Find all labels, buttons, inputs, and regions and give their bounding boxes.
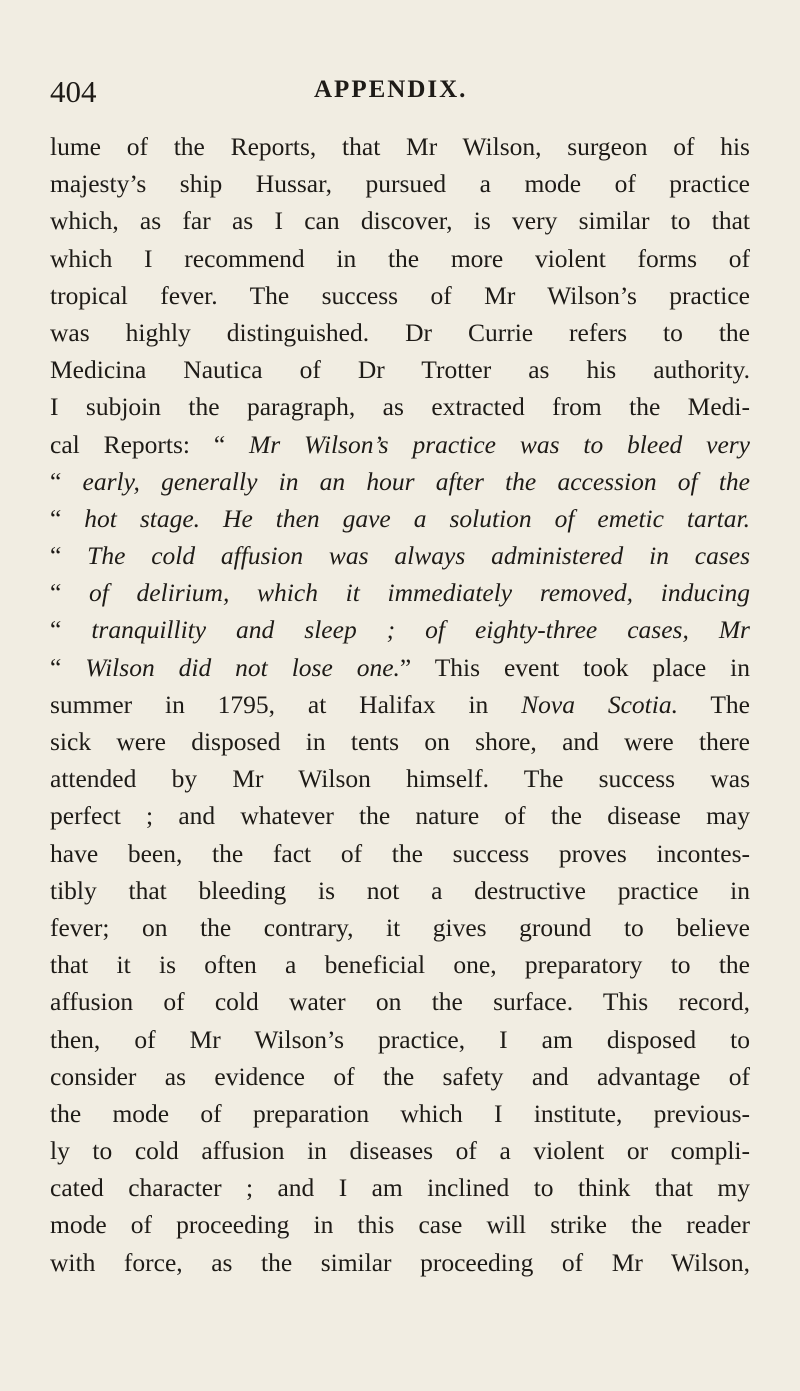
text-segment: “: [50, 652, 86, 682]
text-segment: majesty’s ship Hussar, pursued a mode of practice: [50, 169, 750, 199]
text-segment: fever; on the contrary, it gives ground to believe: [50, 912, 750, 942]
text-line: [50, 909, 750, 946]
text-line: [50, 686, 750, 723]
text-segment: tranquillity and sleep ; of eighty-three cases, Mr: [91, 615, 750, 645]
text-segment: ly to cold affusion in diseases of a violent or compli-: [50, 1136, 750, 1166]
text-line: [50, 426, 750, 463]
text-segment: which I recommend in the more violent forms of: [50, 243, 750, 273]
running-head-title: APPENDIX.: [314, 76, 468, 103]
page-number: 404: [50, 74, 97, 109]
text-line: [50, 1021, 750, 1058]
text-line: [50, 1132, 750, 1169]
text-segment: ” This event took place in: [399, 652, 750, 682]
text-segment: “: [50, 503, 85, 533]
text-segment: lume of the Reports, that Mr Wilson, surgeon of his: [50, 132, 750, 161]
text-line: [50, 1169, 750, 1206]
text-line: [50, 1244, 750, 1281]
text-line: [50, 351, 750, 388]
text-line: [50, 946, 750, 983]
text-segment: was highly distinguished. Dr Currie refers to the: [50, 317, 750, 347]
running-head: [50, 74, 660, 114]
text-segment: then, of Mr Wilson’s practice, I am disposed to: [50, 1024, 750, 1054]
text-line: [50, 463, 750, 500]
text-line: [50, 314, 750, 351]
text-segment: “: [50, 466, 83, 496]
text-segment: hot stage. He then gave a solution of emetic tartar.: [84, 503, 750, 533]
text-line: [50, 983, 750, 1020]
text-segment: I subjoin the paragraph, as extracted from the Medi-: [50, 392, 750, 422]
text-line: [50, 574, 750, 611]
text-segment: Wilson did not lose one.: [85, 652, 400, 682]
text-segment: cated character ; and I am inclined to think that my: [50, 1173, 750, 1203]
text-line: [50, 835, 750, 872]
text-segment: The cold affusion was always administered in cases: [87, 541, 750, 571]
text-line: [50, 500, 750, 537]
text-segment: Medicina Nautica of Dr Trotter as his authority.: [50, 355, 750, 385]
body-text: [50, 128, 750, 1281]
text-segment: that it is often a beneficial one, preparatory to the: [50, 950, 750, 980]
text-segment: The: [677, 689, 750, 719]
text-line: [50, 388, 750, 425]
text-line: [50, 277, 750, 314]
text-segment: tibly that bleeding is not a destructive practice in: [50, 875, 750, 905]
text-segment: the mode of preparation which I institute, previous-: [50, 1098, 750, 1128]
text-segment: consider as evidence of the safety and advantage of: [50, 1061, 750, 1091]
text-segment: sick were disposed in tents on shore, and were there: [50, 727, 750, 756]
text-line: [50, 760, 750, 797]
text-line: [50, 165, 750, 202]
text-line: [50, 240, 750, 277]
text-segment: of delirium, which it immediately removed, inducing: [89, 578, 750, 608]
text-segment: attended by Mr Wilson himself. The success was: [50, 764, 750, 794]
text-segment: perfect ; and whatever the nature of the disease may: [50, 801, 750, 831]
text-line: [50, 797, 750, 834]
text-segment: have been, the fact of the success proves incontes-: [50, 838, 750, 868]
text-segment: early, generally in an hour after the accession of the: [82, 466, 750, 496]
text-segment: Nova Scotia.: [521, 689, 678, 719]
text-segment: cal Reports: “: [50, 429, 250, 459]
text-segment: which, as far as I can discover, is very similar to that: [50, 206, 750, 236]
text-segment: affusion of cold water on the surface. This record,: [50, 987, 750, 1017]
text-line: [50, 1095, 750, 1132]
text-line: [50, 872, 750, 909]
text-line: [50, 202, 750, 239]
text-line: [50, 1058, 750, 1095]
text-segment: Mr Wilson’s practice was to bleed very: [249, 429, 751, 459]
text-line: [50, 537, 750, 574]
text-segment: mode of proceeding in this case will strike the reader: [50, 1210, 750, 1240]
text-line: [50, 611, 750, 648]
text-segment: “: [50, 615, 92, 645]
text-line: [50, 1206, 750, 1243]
text-line: [50, 723, 750, 760]
text-segment: “: [50, 578, 90, 608]
text-line: [50, 128, 750, 165]
text-segment: tropical fever. The success of Mr Wilson’s practice: [50, 280, 750, 310]
text-line: [50, 649, 750, 686]
text-segment: “: [50, 541, 88, 571]
text-segment: summer in 1795, at Halifax in: [50, 689, 522, 719]
text-segment: with force, as the similar proceeding of Mr Wilson,: [50, 1247, 750, 1277]
